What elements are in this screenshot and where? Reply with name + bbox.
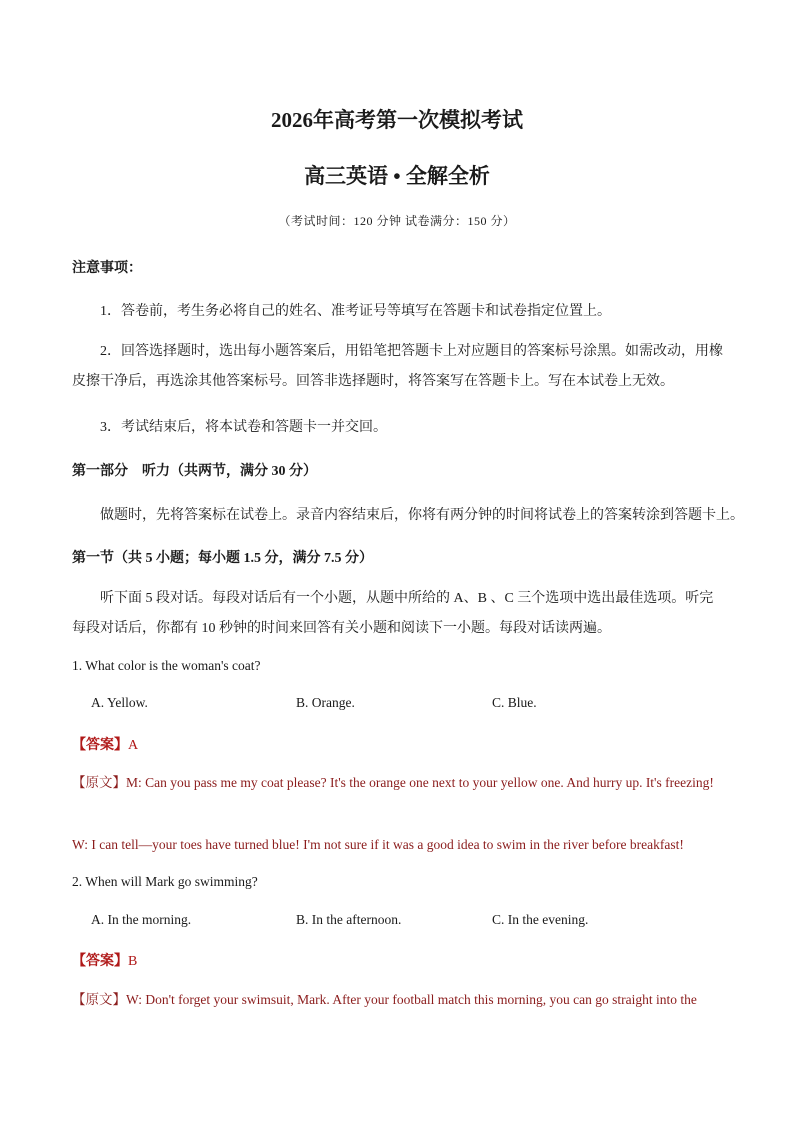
transcript-text: W: Don't forget your swimsuit, Mark. After your football match this morning, you can go straight into the <box>126 992 697 1007</box>
notes-heading: 注意事项： <box>72 261 142 276</box>
answer-label: 【答案】 <box>72 738 128 753</box>
question-1-text: 1. What color is the woman's coat? <box>72 658 261 673</box>
transcript-label: 【原文】 <box>72 775 126 790</box>
question-2-answer <box>72 950 137 970</box>
question-2-option-c: C. In the evening. <box>492 912 589 927</box>
question-1-answer <box>72 734 138 754</box>
question-2-option-b: B. In the afternoon. <box>296 912 402 927</box>
part1-instruction: 做题时，先将答案标在试卷上。录音内容结束后，你将有两分钟的时间将试卷上的答案转涂到答题卡上。 <box>100 508 744 523</box>
question-1-transcript <box>72 770 724 795</box>
transcript-text: M: Can you pass me my coat please? It's the orange one next to your yellow one. And hurry up. It's freezing! <box>126 775 714 790</box>
document-title: 2026年高考第一次模拟考试 <box>271 108 523 132</box>
question-2-text: 2. When will Mark go swimming? <box>72 874 258 889</box>
note-item-2: 2．回答选择题时，选出每小题答案后，用铅笔把答题卡上对应题目的答案标号涂黑。如需改动，用橡皮擦干净后，再选涂其他答案标号。回答非选择题时，将答案写在答题卡上。写在本试卷上无效。 <box>72 344 723 389</box>
answer-value: A <box>128 738 139 753</box>
answer-label: 【答案】 <box>72 954 128 969</box>
part1-heading: 第一部分 听力（共两节，满分 30 分） <box>72 464 317 479</box>
section1-heading: 第一节（共 5 小题；每小题 1.5 分，满分 7.5 分） <box>72 551 373 566</box>
answer-value: B <box>128 954 138 969</box>
document-subtitle: 高三英语 • 全解全析 <box>304 164 490 188</box>
question-1-option-a: A. Yellow. <box>91 695 148 710</box>
question-1-option-b: B. Orange. <box>296 695 355 710</box>
note-item-3: 3．考试结束后，将本试卷和答题卡一并交回。 <box>100 420 387 435</box>
transcript-label: 【原文】 <box>72 992 126 1007</box>
question-2-transcript <box>72 987 724 1012</box>
note-item-1: 1．答卷前，考生务必将自己的姓名、准考证号等填写在答题卡和试卷指定位置上。 <box>100 304 611 319</box>
section1-instruction: 听下面 5 段对话。每段对话后有一个小题，从题中所给的 A、B 、C 三个选项中选出最佳选项。听完每段对话后，你都有 10 秒钟的时间来回答有关小题和阅读下一小题。每段对话读两遍。 <box>72 591 714 636</box>
exam-info: （考试时间：120 分钟 试卷满分：150 分） <box>278 214 516 228</box>
question-1-option-c: C. Blue. <box>492 695 537 710</box>
question-2-option-a: A. In the morning. <box>91 912 192 927</box>
question-1-transcript-2: W: I can tell—your toes have turned blue! I'm not sure if it was a good idea to swim in the river before breakfast! <box>72 837 684 852</box>
